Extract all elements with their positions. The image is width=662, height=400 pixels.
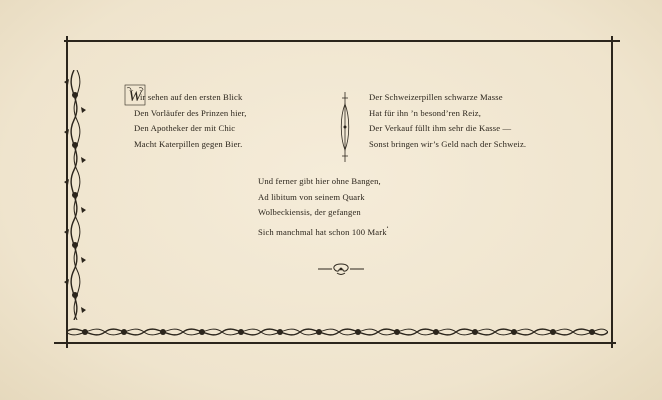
poem-line: Macht Katerpillen gegen Bier. — [134, 138, 243, 149]
poem-line: Den Vorläufer des Prinzen hier, — [134, 107, 247, 118]
poem-line: Wolbeckiensis, der gefangen — [258, 207, 361, 218]
scroll-ornament — [318, 262, 364, 276]
vertical-divider-ornament — [339, 92, 351, 162]
poem-line: Der Verkauf füllt ihm sehr die Kasse — — [369, 123, 512, 134]
initial-letter-text: W — [128, 88, 142, 105]
stanza-right — [369, 90, 526, 152]
poem-line-text: Sich manchmal hat schon 100 Mark — [258, 226, 387, 237]
frame-right-rule — [611, 36, 613, 348]
poem-line — [258, 221, 389, 241]
poem-line: Und ferner gibt hier ohne Bangen, — [258, 176, 381, 186]
stanza-center — [258, 174, 389, 240]
poem-line: Den Apotheker der mit Chic — [134, 123, 236, 134]
frame-top-rule — [64, 40, 620, 42]
floral-vine-vertical-ornament — [60, 70, 90, 320]
poem-line: Der Schweizerpillen schwarze Masse — [369, 92, 503, 102]
poem-line: ir sehen auf den ersten Blick — [140, 92, 243, 102]
poem-line: Hat für ihn ’n besond’ren Reiz, — [369, 107, 482, 118]
stanza-left — [134, 90, 247, 152]
poem-line: Sonst bringen wir’s Geld nach der Schweiz. — [369, 138, 527, 149]
footnote-mark: • — [386, 225, 389, 231]
poem-line: Ad libitum von seinem Quark — [258, 191, 365, 202]
floral-vine-horizontal-ornament — [66, 318, 608, 346]
